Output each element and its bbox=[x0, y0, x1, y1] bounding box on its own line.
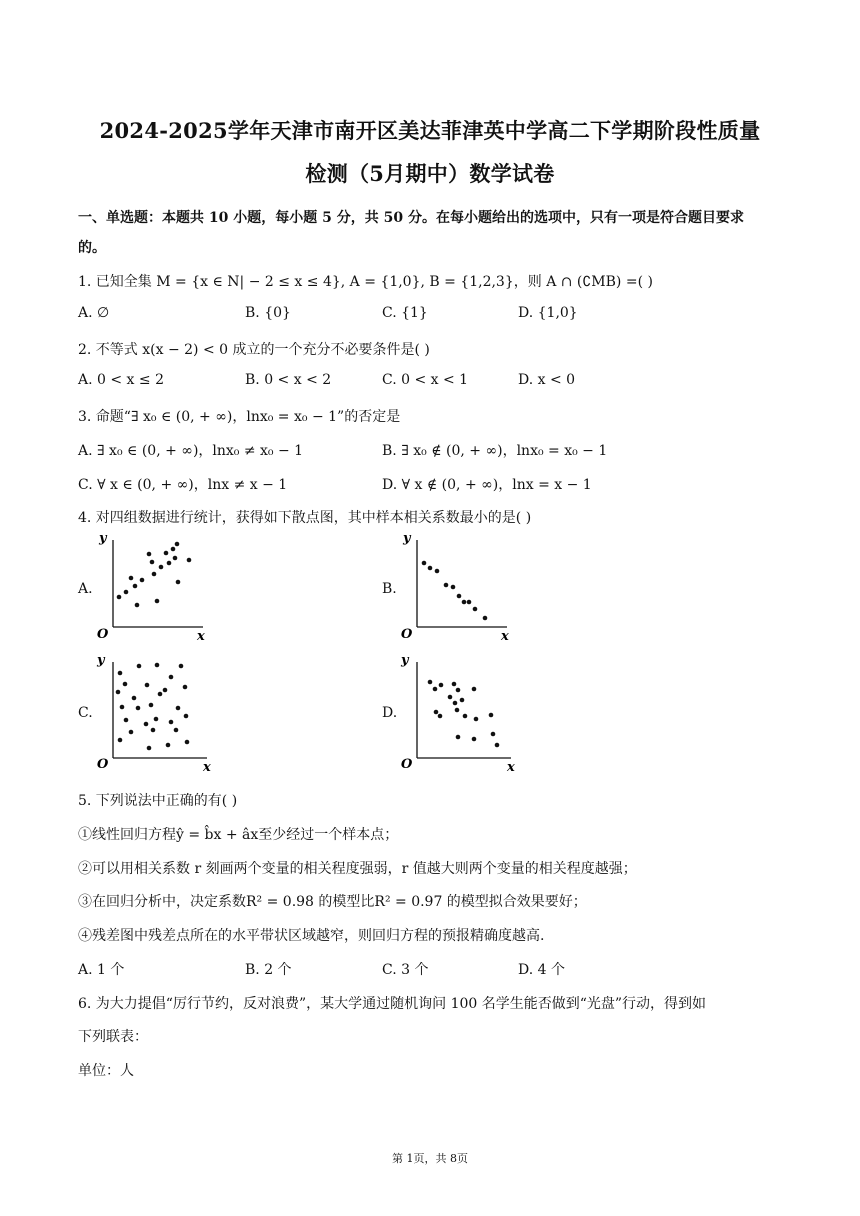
axis-y-label: y bbox=[403, 531, 411, 546]
question-3-option-b: B. ∃ x₀ ∉ (0, + ∞)，lnx₀ = x₀ − 1 bbox=[382, 443, 608, 459]
question-2-stem: 2. 不等式 x(x − 2) < 0 成立的一个充分不必要条件是( ) bbox=[78, 342, 430, 358]
question-2-option-c: C. 0 < x < 1 bbox=[382, 372, 469, 388]
axis-origin-label: O bbox=[401, 757, 413, 772]
question-6-stem-line1: 6. 为大力提倡“厉行节约，反对浪费”，某大学通过随机询问 100 名学生能否做到“光盘”行动，得到如 bbox=[78, 996, 707, 1012]
question-6-unit: 单位：人 bbox=[78, 1063, 134, 1079]
axis-x-label: x bbox=[507, 760, 515, 775]
question-5-option-d: D. 4 个 bbox=[518, 962, 565, 978]
axis-x-label: x bbox=[197, 629, 205, 644]
question-4-option-c-label: C. bbox=[78, 705, 93, 721]
question-2-option-b: B. 0 < x < 2 bbox=[245, 372, 332, 388]
question-5-item-3: ③在回归分析中，决定系数R² = 0.98 的模型比R² = 0.97 的模型拟合效果要好； bbox=[78, 894, 587, 910]
question-1-option-c: C. {1} bbox=[382, 305, 428, 321]
section-heading-line2: 的。 bbox=[78, 240, 106, 256]
scatter-plot-a bbox=[93, 530, 218, 645]
question-1-option-d: D. {1,0} bbox=[518, 305, 578, 321]
question-3-option-a: A. ∃ x₀ ∈ (0, + ∞)，lnx₀ ≠ x₀ − 1 bbox=[78, 443, 304, 459]
question-1-stem: 1. 已知全集 M = {x ∈ N| − 2 ≤ x ≤ 4}, A = {1,0}, B = {1,2,3}，则 A ∩ (∁MB) =( ) bbox=[78, 274, 653, 290]
section-heading-line1: 一、单选题：本题共 10 小题，每小题 5 分，共 50 分。在每小题给出的选项中，只有一项是符合题目要求 bbox=[78, 210, 744, 226]
question-3-stem: 3. 命题“∃ x₀ ∈ (0, + ∞)，lnx₀ = x₀ − 1”的否定是 bbox=[78, 409, 401, 425]
question-5-option-b: B. 2 个 bbox=[245, 962, 292, 978]
question-4-option-b-label: B. bbox=[382, 581, 397, 597]
question-2-option-d: D. x < 0 bbox=[518, 372, 576, 388]
question-4-stem: 4. 对四组数据进行统计，获得如下散点图，其中样本相关系数最小的是( ) bbox=[78, 510, 532, 526]
question-1-option-a: A. ∅ bbox=[78, 305, 110, 321]
axis-x-label: x bbox=[501, 629, 509, 644]
question-4-option-d-label: D. bbox=[382, 705, 398, 721]
axis-origin-label: O bbox=[97, 757, 109, 772]
axis-origin-label: O bbox=[97, 627, 109, 642]
document-title-line2: 检测（5月期中）数学试卷 bbox=[305, 161, 555, 186]
question-3-option-d: D. ∀ x ∉ (0, + ∞)，lnx = x − 1 bbox=[382, 477, 592, 493]
scatter-plot-b bbox=[397, 530, 522, 645]
axis-y-label: y bbox=[99, 531, 107, 546]
question-2-option-a: A. 0 < x ≤ 2 bbox=[78, 372, 164, 388]
question-6-stem-line2: 下列联表： bbox=[78, 1029, 148, 1045]
axis-origin-label: O bbox=[401, 627, 413, 642]
question-5-item-1: ①线性回归方程ŷ = b̂x + âx至少经过一个样本点； bbox=[78, 827, 399, 843]
scatter-plot-c bbox=[93, 650, 218, 775]
question-5-item-4: ④残差图中残差点所在的水平带状区域越窄，则回归方程的预报精确度越高. bbox=[78, 928, 545, 944]
document-title-line1: 2024-2025学年天津市南开区美达菲津英中学高二下学期阶段性质量 bbox=[99, 118, 761, 143]
scatter-plot-d bbox=[397, 650, 522, 775]
question-4-option-a-label: A. bbox=[78, 581, 93, 597]
question-3-option-c: C. ∀ x ∈ (0, + ∞)，lnx ≠ x − 1 bbox=[78, 477, 288, 493]
question-5-item-2: ②可以用相关系数 r 刻画两个变量的相关程度强弱，r 值越大则两个变量的相关程度越强； bbox=[78, 861, 637, 877]
question-1-option-b: B. {0} bbox=[245, 305, 291, 321]
axis-x-label: x bbox=[203, 760, 211, 775]
question-5-option-c: C. 3 个 bbox=[382, 962, 429, 978]
axis-y-label: y bbox=[97, 653, 105, 668]
page-footer: 第 1页，共 8页 bbox=[392, 1152, 468, 1165]
axis-y-label: y bbox=[401, 653, 409, 668]
question-5-stem: 5. 下列说法中正确的有( ) bbox=[78, 793, 238, 809]
question-5-option-a: A. 1 个 bbox=[78, 962, 125, 978]
